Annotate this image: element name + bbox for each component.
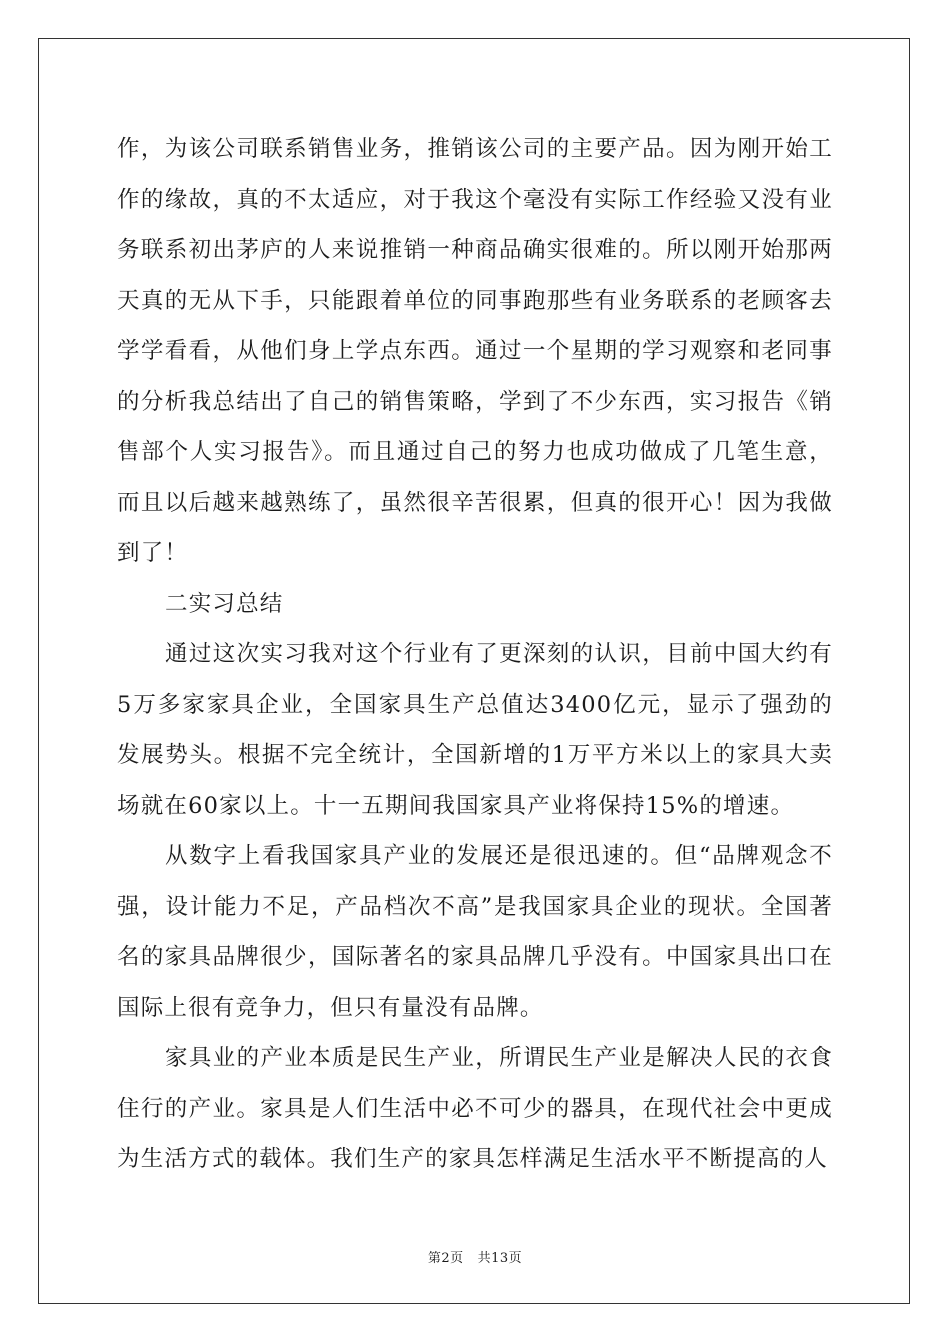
section-heading: 二实习总结	[165, 590, 284, 617]
document-body	[117, 124, 833, 1185]
paragraph-industry-overview: 通过这次实习我对这个行业有了更深刻的认识，目前中国大约有5万多家家具企业，全国家具生产总值达3400亿元，显示了强劲的发展势头。根据不完全统计，全国新增的1万平方米以上的家具大卖场就在60家以上。十一五期间我国家具产业将保持15%的增速。	[117, 641, 833, 819]
page-footer	[0, 1247, 950, 1266]
page-number: 第2页	[427, 1251, 464, 1266]
paragraph-continued: 作，为该公司联系销售业务，推销该公司的主要产品。因为刚开始工作的缘故，真的不太适应，对于我这个毫没有实际工作经验又没有业务联系初出茅庐的人来说推销一种商品确实很难的。所以刚开始那两天真的无从下手，只能跟着单位的同事跑那些有业务联系的老顾客去学学看看，从他们身上学点东西。通过一个星期的学习观察和老同事的分析我总结出了自己的销售策略，学到了不少东西，实习报告《销售部个人实习报告》。而且通过自己的努力也成功做成了几笔生意，而且以后越来越熟练了，虽然很辛苦很累，但真的很开心！因为我做到了！	[117, 136, 833, 566]
paragraph-industry-nature: 家具业的产业本质是民生产业，所谓民生产业是解决人民的衣食住行的产业。家具是人们生活中必不可少的器具，在现代社会中更成为生活方式的载体。我们生产的家具怎样满足生活水平不断提高的人	[117, 1045, 833, 1172]
paragraph-brand-status: 从数字上看我国家具产业的发展还是很迅速的。但“品牌观念不强，设计能力不足，产品档次不高”是我国家具企业的现状。全国著名的家具品牌很少，国际著名的家具品牌几乎没有。中国家具出口在国际上很有竞争力，但只有量没有品牌。	[117, 843, 833, 1021]
page-total: 共13页	[477, 1251, 523, 1266]
